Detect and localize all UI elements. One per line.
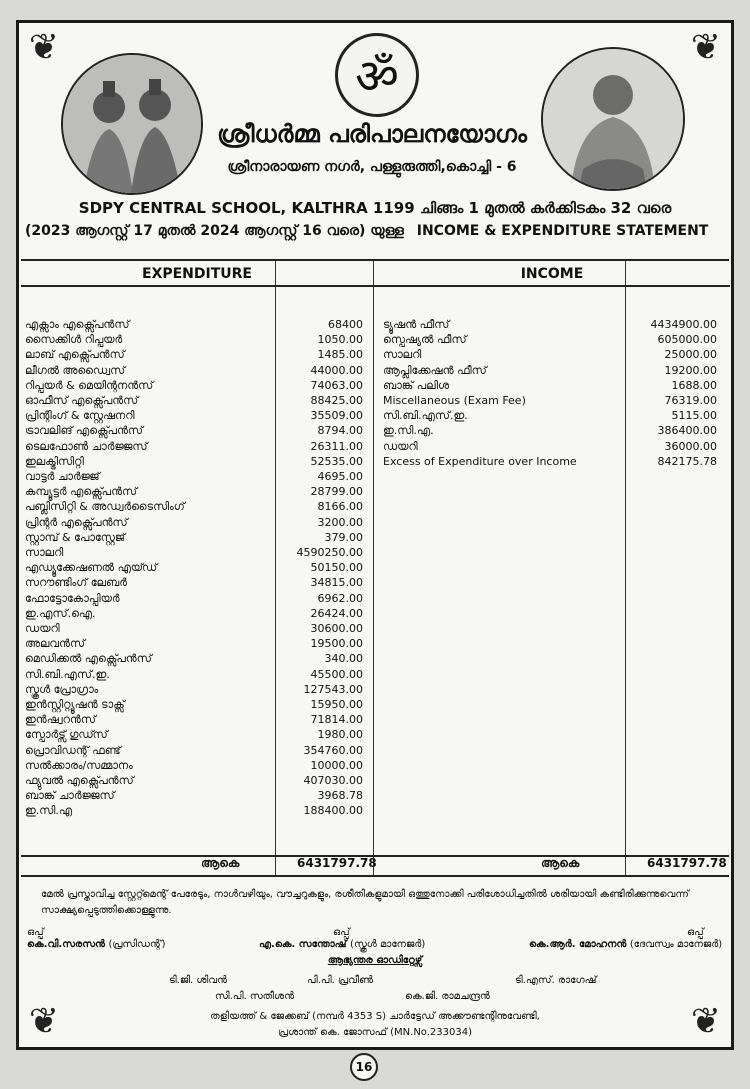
expenditure-item-amount: 3200.00 xyxy=(317,515,363,529)
expenditure-item-label: സൈക്കിൾ റിപ്പയർ xyxy=(25,333,123,347)
income-row xyxy=(383,423,723,438)
statement-table xyxy=(21,259,729,877)
expenditure-item-label: ലാബ് എക്സ്പെൻസ് xyxy=(25,348,125,362)
page-number: 16 xyxy=(350,1053,378,1081)
income-item-label: ഡയറി xyxy=(383,439,418,453)
school-period-line: SDPY CENTRAL SCHOOL, KALTHRA 1199 ചിങ്ങം 1 മുതൽ കർക്കിടകം 32 വരെ xyxy=(78,199,672,217)
expenditure-item-amount: 45500.00 xyxy=(310,667,363,681)
expenditure-item-amount: 354760.00 xyxy=(303,743,363,757)
expenditure-item-label: ഫോട്ടോകോപ്പിയർ xyxy=(25,591,120,605)
expenditure-item-label: കമ്പ്യൂട്ടർ എക്സ്പെൻസ് xyxy=(25,485,138,499)
expenditure-row xyxy=(25,682,365,697)
expenditure-row xyxy=(25,773,365,788)
expenditure-row xyxy=(25,606,365,621)
expenditure-item-label: ഇൻസ്റ്റിറ്റ്യൂഷൻ ടാക്സ് xyxy=(25,698,125,711)
signed-marker: ഒപ്പ് xyxy=(687,927,704,938)
expenditure-item-amount: 4695.00 xyxy=(317,470,363,483)
expenditure-row xyxy=(25,317,365,332)
expenditure-item-label: ഓഫീസ് എക്സ്പെൻസ് xyxy=(25,394,139,407)
expenditure-row xyxy=(25,697,365,712)
income-item-label: ബാങ്ക് പലിശ xyxy=(383,378,450,392)
expenditure-item-label: പ്രിന്റിംഗ് & സ്റ്റേഷനറി xyxy=(25,409,135,423)
expenditure-row xyxy=(25,803,365,818)
expenditure-item-label: ഡയറി xyxy=(25,622,60,635)
expenditure-item-label: സാലറി xyxy=(25,546,64,559)
expenditure-row xyxy=(25,423,365,438)
column-divider xyxy=(373,261,374,875)
income-item-label: Miscellaneous (Exam Fee) xyxy=(383,394,526,407)
expenditure-row xyxy=(25,651,365,666)
expenditure-item-amount: 88425.00 xyxy=(310,394,363,407)
expenditure-item-label: സറൗണ്ടിംഗ് ലേബർ xyxy=(25,576,127,590)
expenditure-row xyxy=(25,727,365,742)
expenditure-item-label: ലീഗൽ അഡ്വൈസ് xyxy=(25,363,126,377)
income-row xyxy=(383,378,723,393)
expenditure-item-amount: 50150.00 xyxy=(310,561,363,575)
expenditure-row xyxy=(25,499,365,514)
expenditure-row xyxy=(25,667,365,682)
income-row xyxy=(383,347,723,362)
expenditure-item-amount: 28799.00 xyxy=(310,485,363,499)
signatory-president: കെ.വി.സരസൻ (പ്രസിഡന്റ്) xyxy=(27,939,166,950)
income-item-amount: 605000.00 xyxy=(657,333,717,347)
period-line xyxy=(25,223,731,239)
income-row xyxy=(383,317,723,332)
corner-ornament-icon: ❦ xyxy=(28,1001,60,1042)
expenditure-item-label: എഡ്യൂക്കേഷണൽ എയ്ഡ് xyxy=(25,561,158,575)
expenditure-item-amount: 15950.00 xyxy=(310,698,363,711)
auditor-name: പി.പി. പ്രവീൺ xyxy=(307,975,374,986)
income-row xyxy=(383,439,723,454)
period-dates: (2023 ആഗസ്റ്റ് 17 മുതൽ 2024 ആഗസ്റ്റ് 16 വരെ) യുള്ള xyxy=(25,223,404,239)
expenditure-row xyxy=(25,378,365,393)
expenditure-item-amount: 407030.00 xyxy=(303,774,363,787)
expenditure-item-label: ഇൻഷ്വറൻസ് xyxy=(25,713,96,727)
expenditure-item-label: വാട്ടർ ചാർജ്ജ് xyxy=(25,470,100,483)
income-item-label: സാലറി xyxy=(383,348,422,362)
expenditure-item-amount: 71814.00 xyxy=(310,713,363,727)
expenditure-item-amount: 127543.00 xyxy=(303,682,363,696)
expenditure-row xyxy=(25,788,365,803)
expenditure-row xyxy=(25,758,365,773)
income-row xyxy=(383,332,723,347)
expenditure-item-amount: 74063.00 xyxy=(310,378,363,392)
expenditure-row xyxy=(25,591,365,606)
organization-address: ശ്രീനാരായണ നഗർ, പള്ളുരുത്തി,കൊച്ചി - 6 xyxy=(227,159,517,175)
statement-title: INCOME & EXPENDITURE STATEMENT xyxy=(416,223,709,239)
expenditure-item-label: ഇ.എസ്.ഐ. xyxy=(25,606,96,620)
income-item-amount: 19200.00 xyxy=(664,363,717,377)
auditor-name: ടി.എസ്. രാഗേഷ് xyxy=(515,975,597,986)
expenditure-row xyxy=(25,530,365,545)
income-item-amount: 1688.00 xyxy=(671,378,717,392)
income-row xyxy=(383,408,723,423)
income-item-label: ആപ്ലിക്കേഷൻ ഫീസ് xyxy=(383,363,487,377)
expenditure-row xyxy=(25,439,365,454)
corner-ornament-icon: ❦ xyxy=(28,27,60,68)
expenditure-item-amount: 4590250.00 xyxy=(296,546,363,559)
guru-portrait-image xyxy=(541,47,685,191)
income-total-label: ആകെ xyxy=(541,856,580,870)
expenditure-row xyxy=(25,515,365,530)
organization-title: ശ്രീധർമ്മ പരിപാലനയോഗം xyxy=(217,119,527,148)
expenditure-item-label: സ്പോർട്സ് ഗുഡ്സ് xyxy=(25,728,108,742)
expenditure-heading: EXPENDITURE xyxy=(21,263,373,287)
expenditure-item-amount: 8166.00 xyxy=(317,500,363,514)
expenditure-row xyxy=(25,560,365,575)
expenditure-item-amount: 340.00 xyxy=(324,652,363,666)
expenditure-item-label: മെഡിക്കൽ എക്സ്പെൻസ് xyxy=(25,652,152,666)
expenditure-row xyxy=(25,454,365,469)
income-row xyxy=(383,393,723,408)
income-item-amount: 36000.00 xyxy=(664,439,717,453)
expenditure-item-label: റിപ്പയർ & മെയിന്റനൻസ് xyxy=(25,378,154,392)
expenditure-item-label: എക്സാം എക്സ്പെൻസ് xyxy=(25,318,130,331)
expenditure-item-amount: 8794.00 xyxy=(317,424,363,438)
expenditure-item-amount: 52535.00 xyxy=(310,454,363,468)
expenditure-item-label: സി.ബി.എസ്.ഇ. xyxy=(25,667,110,681)
expenditure-item-amount: 44000.00 xyxy=(310,363,363,377)
income-row xyxy=(383,454,723,469)
certificate-text: മേൽ പ്രസ്താവിച്ച സ്റ്റേറ്റ്മെന്റ് പേരേടും, നാൾവഴിയും, വൗച്ചറുകളും, രശീതികളുമായി ഒത്തുനോക്കി പരിശോധിച്ചതിൽ ശരിയായി കണ്ടിരിക്കുന്നുവെന്ന് സാക്ഷ്യപ്പെടുത്തിക്കൊള്ളുന്നു. xyxy=(41,889,689,916)
expenditure-item-amount: 35509.00 xyxy=(310,409,363,423)
expenditure-row xyxy=(25,636,365,651)
expenditure-item-amount: 30600.00 xyxy=(310,622,363,635)
expenditure-item-amount: 379.00 xyxy=(324,530,363,544)
income-item-amount: 76319.00 xyxy=(664,394,717,407)
income-item-amount: 842175.78 xyxy=(657,454,717,468)
expenditure-row xyxy=(25,408,365,423)
expenditure-row xyxy=(25,393,365,408)
income-item-label: സ്പെഷ്യൽ ഫീസ് xyxy=(383,333,467,347)
totals-row xyxy=(21,853,729,873)
expenditure-row xyxy=(25,484,365,499)
signatory-school-manager: എ.കെ. സന്തോഷ് (സ്കൂൾ മാനേജർ) xyxy=(259,939,426,950)
expenditure-row xyxy=(25,545,365,560)
income-item-label: സി.ബി.എസ്.ഇ. xyxy=(383,409,468,423)
expenditure-item-amount: 19500.00 xyxy=(310,637,363,651)
expenditure-item-label: ടെലഫോൺ ചാർജ്ജസ് xyxy=(25,439,148,453)
expenditure-item-amount: 3968.78 xyxy=(317,789,363,803)
expenditure-item-label: സ്കൂൾ പ്രോഗ്രാം xyxy=(25,682,99,696)
expenditure-row xyxy=(25,332,365,347)
income-heading: INCOME xyxy=(373,263,730,287)
expenditure-item-label: ബാങ്ക് ചാർജ്ജസ് xyxy=(25,789,115,803)
expenditure-item-label: സൽക്കാരം/സമ്മാനം xyxy=(25,758,133,772)
income-item-amount: 4434900.00 xyxy=(650,318,717,331)
income-item-amount: 5115.00 xyxy=(671,409,717,423)
expenditure-item-amount: 68400 xyxy=(328,318,363,331)
income-row xyxy=(383,363,723,378)
chartered-accountant-line: തളിയത്ത് & ജേക്കബ് (നമ്പർ 4353 S) ചാർട്ടേഡ് അക്കൗണ്ടന്റിനുവേണ്ടി, xyxy=(210,1011,540,1022)
expenditure-item-label: ഫ്യുവൽ എക്സ്പെൻസ് xyxy=(25,774,134,787)
auditor-name: ടി.ജി. ശിവൻ xyxy=(169,975,227,986)
corner-ornament-icon: ❦ xyxy=(690,1001,722,1042)
expenditure-total-amount: 6431797.78 xyxy=(297,856,377,870)
om-emblem-icon: ॐ xyxy=(335,33,419,117)
expenditure-total-label: ആകെ xyxy=(201,856,240,870)
expenditure-row xyxy=(25,743,365,758)
chartered-accountant-signatory: പ്രശാന്ത് കെ. ജോസഫ് (MN.No.233034) xyxy=(277,1027,473,1038)
income-item-amount: 25000.00 xyxy=(664,348,717,362)
expenditure-item-amount: 6962.00 xyxy=(317,591,363,605)
income-item-label: ഇ.സി.എ. xyxy=(383,424,434,438)
expenditure-item-amount: 34815.00 xyxy=(310,576,363,590)
expenditure-item-label: ഇലക്ട്രിസിറ്റി xyxy=(25,454,84,468)
auditor-name: കെ.ജി. രാമചന്ദ്രൻ xyxy=(405,991,490,1002)
auditor-name: സി.പി. സതീശൻ xyxy=(215,991,295,1002)
expenditure-item-label: ട്രാവലിങ് എക്സ്പെൻസ് xyxy=(25,424,144,438)
income-item-label: Excess of Expenditure over Income xyxy=(383,454,577,468)
statement-page xyxy=(16,20,734,1050)
expenditure-row xyxy=(25,575,365,590)
income-item-label: ട്യൂഷൻ ഫീസ് xyxy=(383,318,450,331)
expenditure-item-amount: 188400.00 xyxy=(303,804,363,818)
signed-marker: ഒപ്പ് xyxy=(27,927,44,938)
expenditure-row xyxy=(25,469,365,484)
expenditure-item-label: പബ്ലിസിറ്റി & അഡ്വർടൈസിംഗ് xyxy=(25,500,185,514)
expenditure-item-amount: 26424.00 xyxy=(310,606,363,620)
expenditure-item-amount: 1980.00 xyxy=(317,728,363,742)
expenditure-row xyxy=(25,347,365,362)
signatory-devaswom-manager: കെ.ആർ. മോഹനൻ (ദേവസ്വം മാനേജർ) xyxy=(529,939,723,950)
expenditure-item-amount: 10000.00 xyxy=(310,758,363,772)
expenditure-row xyxy=(25,621,365,636)
deity-portrait-image xyxy=(61,53,203,195)
expenditure-item-label: പ്രിന്റർ എക്സ്പെൻസ് xyxy=(25,515,128,529)
expenditure-item-amount: 1050.00 xyxy=(317,333,363,347)
expenditure-row xyxy=(25,363,365,378)
signed-marker: ഒപ്പ് xyxy=(333,927,350,938)
corner-ornament-icon: ❦ xyxy=(690,27,722,68)
internal-auditors-heading: ആഭ്യന്തര ഓഡിറ്റേഴ്സ് xyxy=(327,955,423,966)
expenditure-item-label: അലവൻസ് xyxy=(25,637,86,651)
income-total-amount: 6431797.78 xyxy=(647,856,727,870)
expenditure-item-label: സ്റ്റാമ്പ് & പോസ്റ്റേജ് xyxy=(25,530,126,544)
expenditure-item-label: പ്രൊവിഡന്റ് ഫണ്ട് xyxy=(25,743,121,757)
expenditure-row xyxy=(25,712,365,727)
income-item-amount: 386400.00 xyxy=(657,424,717,438)
expenditure-item-amount: 26311.00 xyxy=(310,439,363,453)
expenditure-item-label: ഇ.സി.എ xyxy=(25,804,73,818)
expenditure-item-amount: 1485.00 xyxy=(317,348,363,362)
